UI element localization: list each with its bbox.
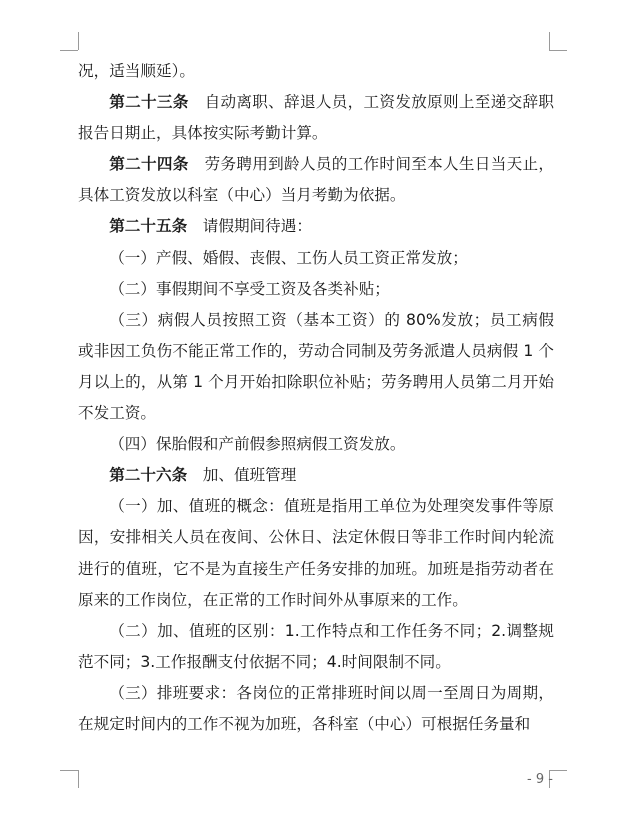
article-number: 第二十五条 bbox=[109, 217, 188, 236]
paragraph-text: （二）事假期间不享受工资及各类补贴； bbox=[109, 279, 390, 298]
paragraph bbox=[78, 616, 554, 678]
paragraph bbox=[78, 87, 554, 149]
paragraph-text: （一）产假、婚假、丧假、工伤人员工资正常发放； bbox=[109, 248, 468, 267]
paragraph bbox=[78, 56, 554, 87]
paragraph-text: 加、值班管理 bbox=[187, 466, 297, 485]
crop-mark-top-right bbox=[549, 32, 550, 50]
paragraph-text: 况，适当顺延）。 bbox=[78, 62, 195, 80]
paragraph-text: （一）加、值班的概念：值班是指用工单位为处理突发事件等原因，安排相关人员在夜间、公休日、法定休假日等非工作时间内轮流进行的值班，它不是为直接生产任务安排的加班。加班是指劳动者在原来的工作岗位，在正常的工作时间外从事原来的工作。 bbox=[78, 497, 554, 609]
paragraph-text: 劳务聘用到龄人员的工作时间至本人生日当天止，具体工资发放以科室（中心）当月考勤为依据。 bbox=[78, 155, 554, 205]
paragraph bbox=[78, 491, 554, 615]
document-body bbox=[78, 56, 554, 740]
paragraph-text: （三）病假人员按照工资（基本工资）的 80%发放；员工病假或非因工负伤不能正常工作的，劳动合同制及劳务派遣人员病假 1 个月以上的，从第 1 个月开始扣除职位补贴；劳务聘用人员第二月开始不发工资。 bbox=[78, 310, 554, 423]
article-number: 第二十六条 bbox=[109, 466, 188, 485]
paragraph-text: （四）保胎假和产前假参照病假工资发放。 bbox=[109, 435, 406, 454]
paragraph bbox=[78, 678, 554, 740]
crop-mark-top-right bbox=[549, 50, 567, 51]
crop-mark-top-left bbox=[60, 50, 78, 51]
paragraph bbox=[78, 211, 554, 242]
paragraph bbox=[78, 274, 554, 305]
page-number: - 9 - bbox=[527, 772, 553, 787]
crop-mark-bottom-left bbox=[78, 770, 79, 788]
paragraph bbox=[78, 149, 554, 211]
crop-mark-top-left bbox=[78, 32, 79, 50]
crop-mark-bottom-left bbox=[60, 770, 78, 771]
paragraph bbox=[78, 243, 554, 274]
paragraph-text: （二）加、值班的区别：1.工作特点和工作任务不同；2.调整规范不同；3.工作报酬支付依据不同；4.时间限制不同。 bbox=[78, 621, 554, 671]
paragraph bbox=[78, 429, 554, 460]
article-number: 第二十四条 bbox=[109, 155, 189, 174]
paragraph-text: （三）排班要求：各岗位的正常排班时间以周一至周日为周期，在规定时间内的工作不视为加班，各科室（中心）可根据任务量和 bbox=[78, 683, 554, 733]
paragraph bbox=[78, 305, 554, 429]
paragraph-text: 请假期间待遇： bbox=[187, 217, 312, 236]
paragraph-text: 自动离职、辞退人员，工资发放原则上至递交辞职报告日期止，具体按实际考勤计算。 bbox=[78, 93, 554, 143]
paragraph bbox=[78, 460, 554, 491]
article-number: 第二十三条 bbox=[109, 93, 189, 112]
